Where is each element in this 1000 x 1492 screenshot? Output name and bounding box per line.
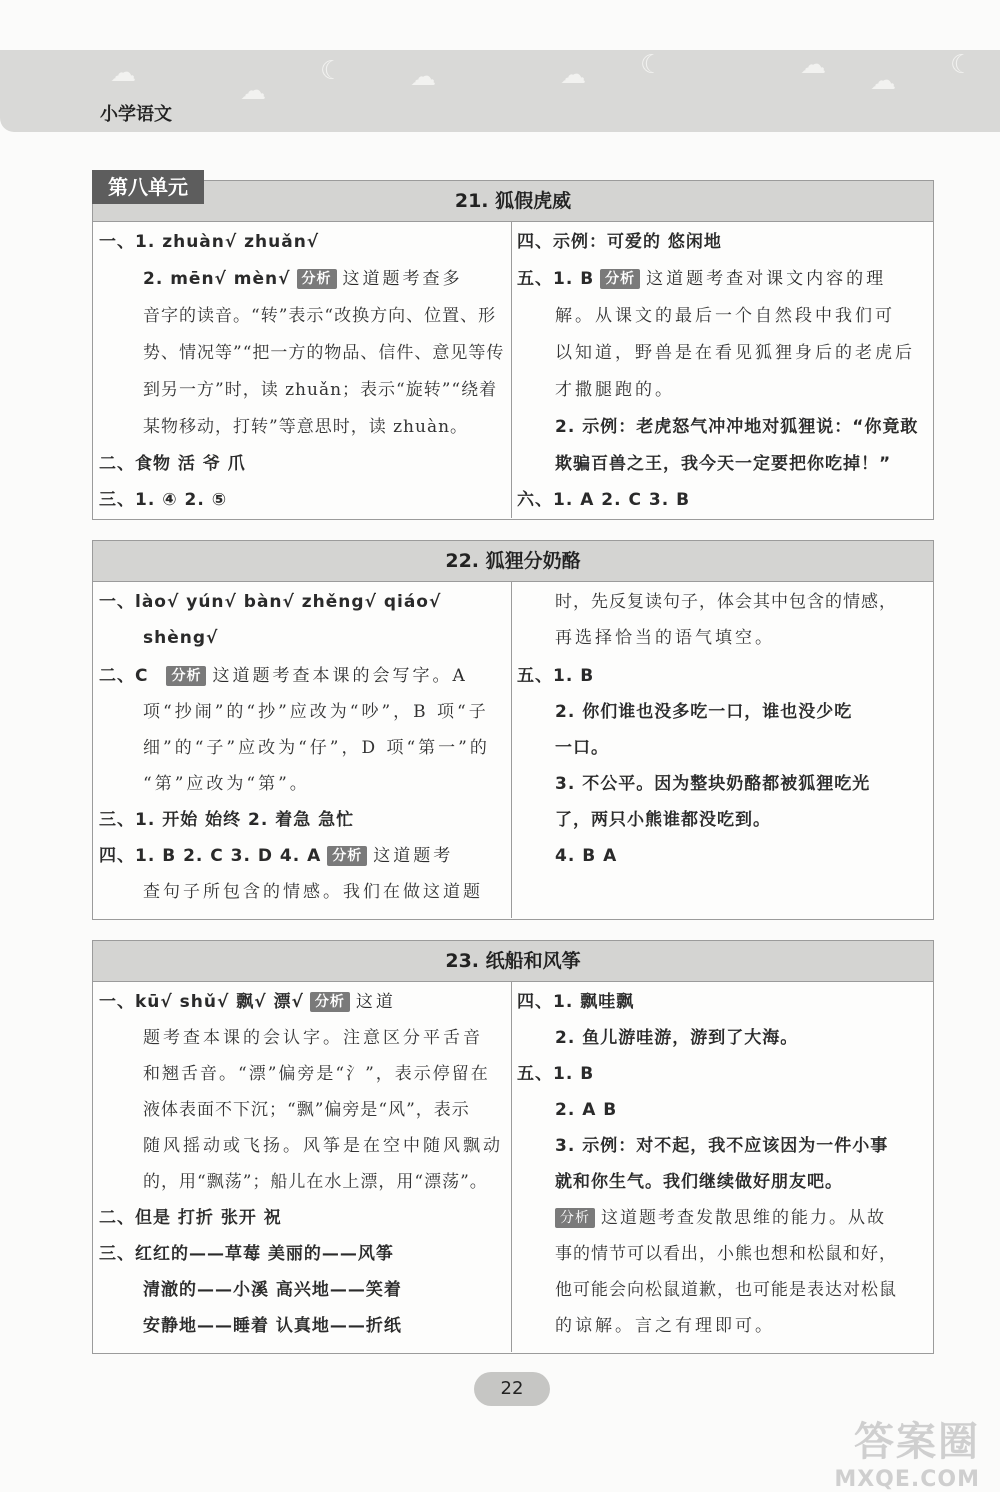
- answer-line: 就和你生气。我们继续做好朋友吧。: [555, 1172, 843, 1192]
- answer-line: 一、1. zhuàn√ zhuǎn√: [99, 232, 320, 252]
- answer-line: [99, 664, 468, 688]
- analysis-text: 这道: [355, 992, 396, 1012]
- answer-line: 了，两只小熊谁都没吃到。: [555, 810, 771, 830]
- watermark-logo: [834, 1410, 980, 1492]
- answer-text: 2. mēn√ mèn√: [143, 269, 291, 289]
- analysis-line: 音字的读音。“转”表示“改换方向、位置、形: [143, 306, 497, 326]
- cloud-rain-icon: ☁: [240, 76, 266, 106]
- analysis-text: 这道题考查本课的会写字。A: [212, 666, 468, 686]
- analysis-text: 这道题考查多: [342, 269, 463, 289]
- moon-icon: ☾: [950, 50, 974, 80]
- section-22: [92, 540, 934, 920]
- unit-tag: 第八单元: [92, 170, 204, 204]
- analysis-line: 才撒腿跑的。: [555, 380, 675, 400]
- analysis-tag: 分析: [166, 666, 206, 686]
- section-title: 21. 狐假虎威: [93, 181, 933, 222]
- answer-line: [143, 267, 463, 291]
- analysis-text: 这道题考查对课文内容的理: [646, 269, 887, 289]
- answer-text: 二、C: [99, 666, 149, 686]
- answer-line: [99, 990, 396, 1014]
- answer-text: 一、kū√ shǔ√ 飘√ 漂√: [99, 992, 304, 1012]
- moon-icon: ☾: [320, 56, 344, 86]
- analysis-line: 题考查本课的会认字。注意区分平舌音: [143, 1028, 483, 1048]
- analysis-tag: 分析: [555, 1208, 595, 1228]
- page-number: 22: [474, 1372, 550, 1406]
- analysis-tag: 分析: [297, 269, 337, 289]
- answer-line: 四、示例：可爱的 悠闲地: [517, 232, 722, 252]
- cloud-rain-icon: ☁: [410, 62, 436, 92]
- cloud-rain-icon: ☁: [560, 60, 586, 90]
- analysis-tag: 分析: [600, 269, 640, 289]
- analysis-line: 事的情节可以看出，小熊也想和松鼠和好，: [555, 1244, 897, 1264]
- analysis-line: 势、情况等”“把一方的物品、信件、意见等传: [143, 343, 505, 363]
- answer-line: 2. 示例：老虎怒气冲冲地对狐狸说：“你竟敢: [555, 417, 919, 437]
- analysis-line: 细”的“子”应改为“仔”，D 项“第一”的: [143, 738, 490, 758]
- analysis-line: 他可能会向松鼠道歉，也可能是表达对松鼠: [555, 1280, 897, 1300]
- answer-line: 六、1. A 2. C 3. B: [517, 490, 691, 510]
- answer-line: [555, 1206, 886, 1230]
- cloud-rain-icon: ☁: [110, 58, 136, 88]
- answer-line: 二、但是 打折 张开 祝: [99, 1208, 282, 1228]
- cloud-icon: ☁: [800, 50, 826, 80]
- analysis-line: 某物移动，打转”等意思时，读 zhuàn。: [143, 417, 469, 437]
- analysis-line: 查句子所包含的情感。我们在做这道题: [143, 882, 483, 902]
- answer-line: 四、1. 飘哇飘: [517, 992, 635, 1012]
- column-divider: [511, 222, 512, 518]
- analysis-line: 和翘舌音。“漂”偏旁是“氵”，表示停留在: [143, 1064, 490, 1084]
- answer-line: 3. 示例：对不起，我不应该因为一件小事: [555, 1136, 889, 1156]
- subject-label: 小学语文: [100, 104, 172, 125]
- watermark-text: 答案圈: [854, 1419, 980, 1465]
- answer-line: 一、lào√ yún√ bàn√ zhěng√ qiáo√: [99, 592, 442, 612]
- answer-line: 欺骗百兽之王，我今天一定要把你吃掉！”: [555, 454, 892, 474]
- analysis-line: 解。从课文的最后一个自然段中我们可: [555, 306, 895, 326]
- answer-line: 一口。: [555, 738, 609, 758]
- section-21: [92, 180, 934, 520]
- answer-line: shèng√: [143, 628, 219, 648]
- answer-line: 二、食物 活 爷 爪: [99, 454, 246, 474]
- analysis-line: “第”应改为“第”。: [143, 774, 310, 794]
- answer-line: 五、1. B: [517, 1064, 595, 1084]
- column-divider: [511, 982, 512, 1352]
- answer-line: 三、红红的——草莓 美丽的——风筝: [99, 1244, 394, 1264]
- answer-line: 五、1. B: [517, 666, 595, 686]
- analysis-text: 这道题考: [373, 846, 454, 866]
- answer-line: 安静地——睡着 认真地——折纸: [143, 1316, 402, 1336]
- answer-text: 五、1. B: [517, 269, 595, 289]
- analysis-line: 项“抄闹”的“抄”应改为“吵”，B 项“子: [143, 702, 489, 722]
- analysis-line: 的，用“飘荡”；船儿在水上漂，用“漂荡”。: [143, 1172, 488, 1192]
- answer-line: 4. B A: [555, 846, 618, 866]
- analysis-line: 随风摇动或飞扬。风筝是在空中随风飘动: [143, 1136, 503, 1156]
- answer-line: 2. 你们谁也没多吃一口，谁也没少吃: [555, 702, 853, 722]
- analysis-line: 以知道，野兽是在看见狐狸身后的老虎后: [555, 343, 915, 363]
- analysis-text: 这道题考查发散思维的能力。从故: [601, 1208, 886, 1228]
- analysis-line: 时，先反复读句子，体会其中包含的情感，: [555, 592, 897, 612]
- section-title: 22. 狐狸分奶酪: [93, 541, 933, 582]
- answer-line: 2. 鱼儿游哇游，游到了大海。: [555, 1028, 799, 1048]
- column-divider: [511, 582, 512, 918]
- analysis-tag: 分析: [327, 846, 367, 866]
- cloud-rain-icon: ☁: [870, 66, 896, 96]
- answer-line: [517, 267, 886, 291]
- section-title: 23. 纸船和风筝: [93, 941, 933, 982]
- section-23: [92, 940, 934, 1354]
- answer-line: 3. 不公平。因为整块奶酪都被狐狸吃光: [555, 774, 871, 794]
- answer-line: 三、1. 开始 始终 2. 着急 急忙: [99, 810, 355, 830]
- analysis-line: 再选择恰当的语气填空。: [555, 628, 775, 648]
- analysis-line: 的谅解。言之有理即可。: [555, 1316, 775, 1336]
- answer-text: 四、1. B 2. C 3. D 4. A: [99, 846, 322, 866]
- watermark-url: MXQE.COM: [834, 1467, 980, 1492]
- moon-icon: ☾: [640, 50, 664, 80]
- analysis-tag: 分析: [310, 992, 350, 1012]
- answer-line: 清澈的——小溪 高兴地——笑着: [143, 1280, 402, 1300]
- answer-line: 三、1. ④ 2. ⑤: [99, 490, 228, 510]
- answer-line: [99, 844, 453, 868]
- analysis-line: 液体表面不下沉；“飘”偏旁是“风”，表示: [143, 1100, 470, 1120]
- answer-line: 2. A B: [555, 1100, 618, 1120]
- analysis-line: 到另一方”时，读 zhuǎn；表示“旋转”“绕着: [143, 380, 498, 400]
